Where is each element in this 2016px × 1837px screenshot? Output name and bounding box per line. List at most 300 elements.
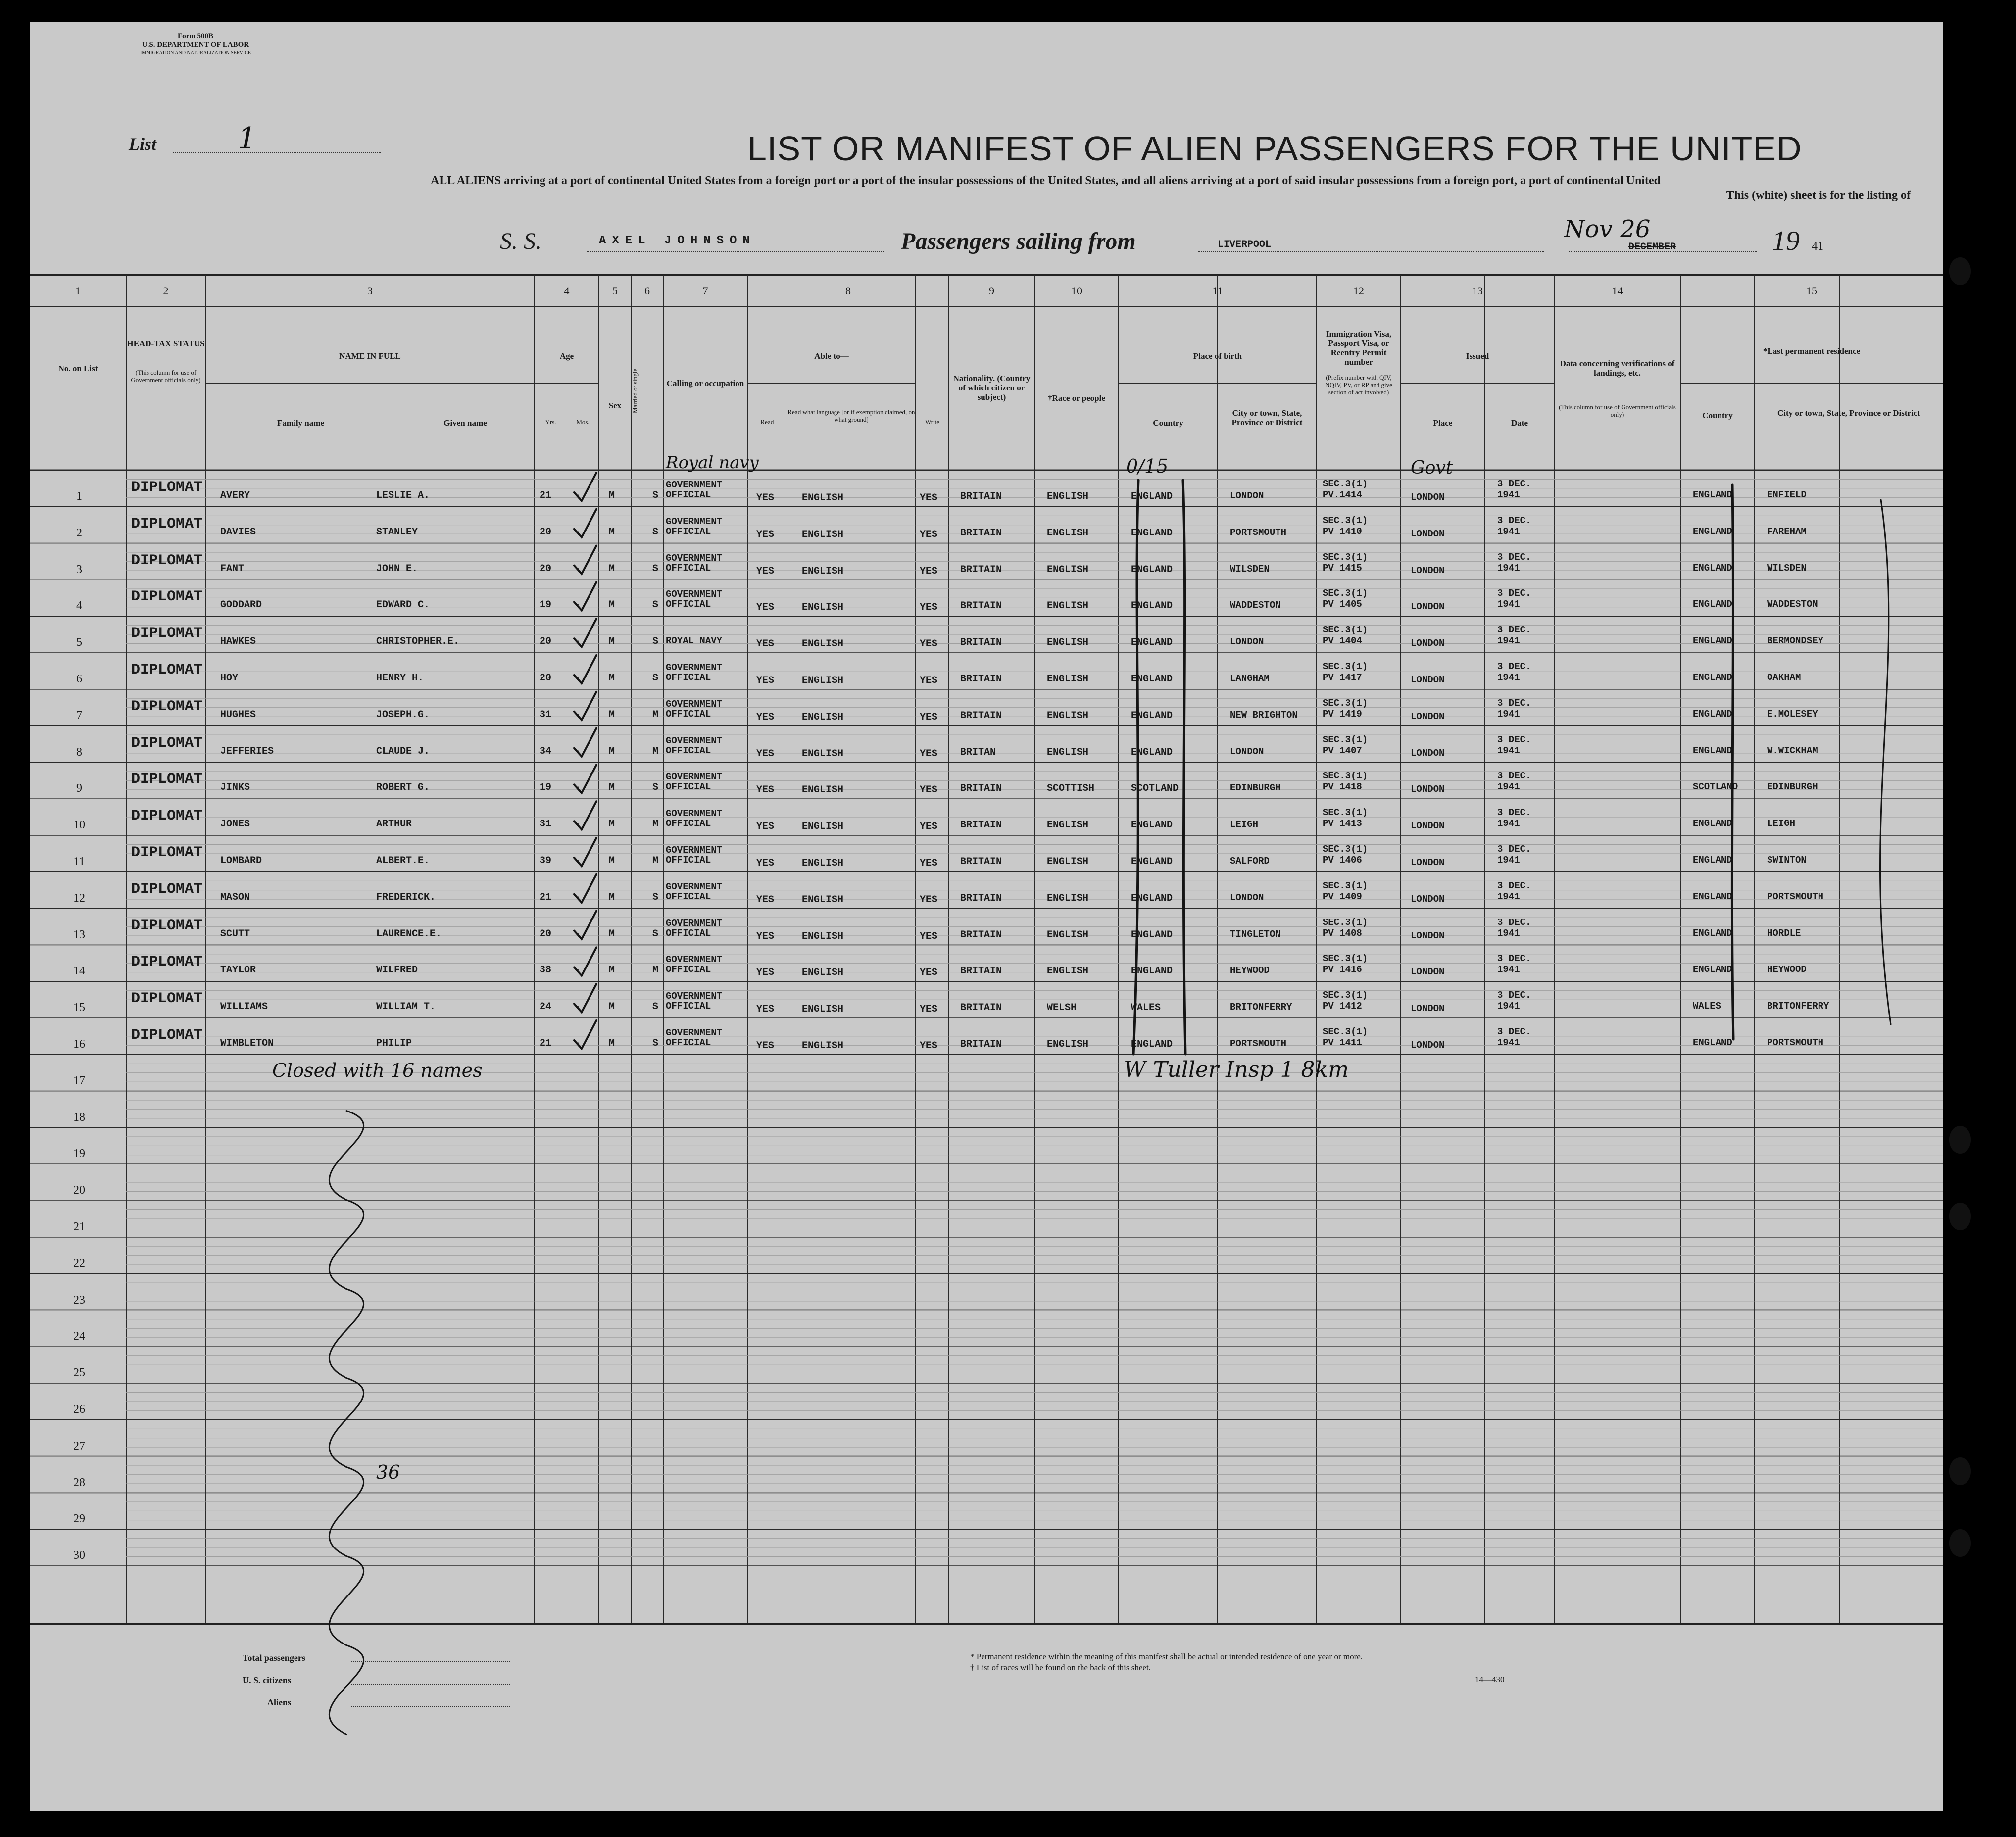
occupation: GOVERNMENT — [666, 589, 723, 600]
subtitle-line-2: This (white) sheet is for the listing of — [1726, 189, 1911, 202]
residence-city: WILSDEN — [1767, 562, 1807, 574]
family-name: WIMBLETON — [220, 1038, 274, 1049]
age-years: 34 — [540, 745, 552, 757]
read-language: ENGLISH — [802, 784, 844, 796]
row-number: 9 — [76, 782, 82, 795]
birth-city: LONDON — [1230, 636, 1264, 648]
head-tax-status: DIPLOMAT — [131, 662, 203, 678]
nationality: BRITAIN — [960, 1002, 1002, 1014]
read-language: ENGLISH — [802, 711, 844, 723]
occupation: OFFICIAL — [666, 781, 711, 793]
birth-city: BRITONFERRY — [1230, 1002, 1292, 1013]
header-age: Age — [559, 351, 574, 361]
sex: M — [609, 599, 615, 611]
header-race: †Race or people — [1048, 393, 1105, 403]
age-years: 19 — [540, 782, 552, 794]
age-years: 24 — [540, 1001, 552, 1013]
able-to-read: YES — [756, 492, 775, 504]
issued-date: 3 DEC. — [1497, 844, 1531, 855]
issued-place: LONDON — [1411, 893, 1445, 905]
occupation: GOVERNMENT — [666, 918, 723, 929]
read-language: ENGLISH — [802, 529, 844, 540]
age-months: - — [574, 782, 581, 794]
total-passengers-label: Total passengers — [243, 1653, 305, 1663]
ship-underline — [587, 251, 884, 252]
subtitle-line-1: ALL ALIENS arriving at a port of continental United States from a foreign port or a port of the insular possessions of the United States, and all aliens arriving at a port of said insular possessions from a foreign port, a port of continental United — [431, 174, 1661, 187]
given-name: JOHN E. — [376, 563, 418, 575]
issued-year: 1941 — [1497, 964, 1520, 975]
header-residence: *Last permanent residence — [1763, 346, 1861, 356]
age-months: - — [574, 819, 581, 830]
nationality: BRITAIN — [960, 710, 1002, 722]
issued-date: 3 DEC. — [1497, 1026, 1531, 1037]
year-prefix: 19 — [1772, 226, 1800, 256]
birth-country: ENGLAND — [1131, 966, 1173, 977]
issued-date: 3 DEC. — [1497, 697, 1531, 709]
visa-number: PV 1418 — [1323, 781, 1362, 793]
header-family-name: Family name — [277, 418, 324, 428]
occupation: GOVERNMENT — [666, 1027, 723, 1038]
row-number: 13 — [73, 928, 85, 941]
able-to-write: YES — [920, 784, 938, 796]
residence-country: ENGLAND — [1693, 745, 1732, 756]
column-number: 10 — [1071, 285, 1082, 297]
list-number: 1 — [238, 121, 257, 156]
family-name: DAVIES — [220, 526, 256, 538]
column-number: 15 — [1806, 285, 1817, 297]
sex: M — [609, 965, 615, 976]
issued-date: 3 DEC. — [1497, 661, 1531, 672]
occupation: GOVERNMENT — [666, 808, 723, 820]
able-to-write: YES — [920, 1004, 938, 1015]
age-months: - — [574, 673, 581, 684]
marital-status: S — [652, 891, 659, 903]
port-underline — [1198, 251, 1544, 252]
issued-year: 1941 — [1497, 1001, 1520, 1012]
able-to-write: YES — [920, 894, 938, 906]
occupation: GOVERNMENT — [666, 735, 723, 746]
given-name: FREDERICK. — [376, 891, 436, 903]
issued-place: LONDON — [1411, 857, 1445, 868]
issued-place: LONDON — [1411, 711, 1445, 722]
birth-country: WALES — [1131, 1002, 1161, 1014]
marital-status: M — [652, 745, 659, 757]
nationality: BRITAIN — [960, 600, 1002, 612]
page-title: LIST OR MANIFEST OF ALIEN PASSENGERS FOR THE UNITED — [747, 129, 1802, 168]
residence-city: SWINTON — [1767, 855, 1807, 866]
header-read-language: Read what language [or if exemption claimed, on what ground] — [787, 408, 915, 423]
visa-section: SEC.3(1) — [1323, 697, 1368, 709]
column-number: 1 — [75, 285, 81, 297]
birth-city: LONDON — [1230, 746, 1264, 757]
read-language: ENGLISH — [802, 565, 844, 577]
residence-country: ENGLAND — [1693, 891, 1732, 902]
column-number: 14 — [1612, 285, 1623, 297]
row-number: 24 — [73, 1330, 85, 1343]
visa-number: PV 1404 — [1323, 635, 1362, 647]
list-underline — [173, 152, 381, 153]
nationality: BRITAIN — [960, 783, 1002, 795]
nationality: BRITAIN — [960, 966, 1002, 977]
residence-country: ENGLAND — [1693, 562, 1732, 574]
binder-hole — [1949, 1529, 1971, 1557]
given-name: ALBERT.E. — [376, 855, 430, 867]
age-years: 21 — [540, 490, 552, 501]
able-to-write: YES — [920, 492, 938, 504]
issued-year: 1941 — [1497, 489, 1520, 500]
able-to-write: YES — [920, 748, 938, 760]
birth-city: WADDESTON — [1230, 600, 1281, 611]
occupation: GOVERNMENT — [666, 845, 723, 856]
family-name: HUGHES — [220, 709, 256, 721]
birth-city: HEYWOOD — [1230, 965, 1270, 976]
head-tax-status: DIPLOMAT — [131, 588, 203, 606]
birth-city: TINGLETON — [1230, 928, 1281, 940]
age-months: - — [574, 891, 581, 903]
list-label: List — [129, 134, 157, 154]
issued-place: LONDON — [1411, 784, 1445, 795]
column-number: 9 — [989, 285, 994, 297]
occupation: GOVERNMENT — [666, 881, 723, 892]
head-tax-status: DIPLOMAT — [131, 917, 203, 934]
age-years: 19 — [540, 599, 552, 611]
read-language: ENGLISH — [802, 858, 844, 869]
age-months: - — [574, 636, 581, 648]
occupation: OFFICIAL — [666, 927, 711, 939]
sex: M — [609, 782, 615, 794]
race: WELSH — [1047, 1002, 1077, 1014]
head-tax-status: DIPLOMAT — [131, 954, 203, 971]
family-name: WILLIAMS — [220, 1001, 268, 1013]
residence-city: WADDESTON — [1767, 599, 1818, 610]
header-calling: Calling or occupation — [666, 379, 744, 388]
visa-section: SEC.3(1) — [1323, 844, 1368, 855]
able-to-read: YES — [756, 675, 775, 686]
binder-hole — [1949, 1203, 1971, 1230]
occupation: OFFICIAL — [666, 855, 711, 866]
read-language: ENGLISH — [802, 967, 844, 979]
nationality: BRITAIN — [960, 564, 1002, 576]
row-number: 23 — [73, 1293, 85, 1306]
header-mos: Mos. — [576, 418, 590, 426]
residence-city: HEYWOOD — [1767, 964, 1807, 975]
able-to-read: YES — [756, 930, 775, 942]
marital-status: S — [652, 1038, 659, 1049]
occupation: OFFICIAL — [666, 745, 711, 756]
read-language: ENGLISH — [802, 894, 844, 906]
row-number: 4 — [76, 599, 82, 613]
ss-label: S. S. — [500, 228, 541, 254]
header-res-city: City or town, State, Province or District — [1777, 408, 1920, 418]
birth-city: WILSDEN — [1230, 563, 1270, 575]
able-to-write: YES — [920, 638, 938, 650]
column-number: 6 — [644, 285, 650, 297]
occupation: OFFICIAL — [666, 526, 711, 537]
birth-city: LEIGH — [1230, 819, 1259, 830]
row-number: 28 — [73, 1476, 85, 1489]
head-tax-status: DIPLOMAT — [131, 734, 203, 752]
birth-city: PORTSMOUTH — [1230, 1038, 1287, 1049]
marital-status: S — [652, 599, 659, 611]
visa-number: PV 1419 — [1323, 708, 1362, 720]
residence-city: E.MOLESEY — [1767, 708, 1818, 720]
visa-number: PV 1416 — [1323, 964, 1362, 975]
issued-place: LONDON — [1411, 967, 1445, 978]
issued-year: 1941 — [1497, 745, 1520, 756]
residence-city: BRITONFERRY — [1767, 1001, 1829, 1012]
sex: M — [609, 855, 615, 867]
header-name-in-full: NAME IN FULL — [339, 351, 401, 361]
able-to-read: YES — [756, 821, 775, 833]
subtitle — [431, 173, 1911, 203]
given-name: ARTHUR — [376, 819, 412, 830]
column-number: 11 — [1212, 285, 1223, 297]
age-months: - — [574, 599, 581, 611]
visa-section: SEC.3(1) — [1323, 515, 1368, 526]
issued-date: 3 DEC. — [1497, 734, 1531, 745]
row-number: 10 — [73, 819, 85, 832]
row-number: 7 — [76, 709, 82, 722]
head-tax-status: DIPLOMAT — [131, 880, 203, 898]
row-number: 11 — [73, 855, 85, 868]
issued-place: LONDON — [1411, 821, 1445, 832]
residence-country: ENGLAND — [1693, 927, 1732, 939]
row-number: 1 — [76, 490, 82, 503]
total-passengers-line — [351, 1661, 510, 1662]
header-head-tax: HEAD-TAX STATUS — [127, 339, 205, 348]
nationality: BRITAIN — [960, 1039, 1002, 1050]
residence-country: ENGLAND — [1693, 708, 1732, 720]
age-months: - — [574, 526, 581, 538]
column-number: 4 — [564, 285, 570, 297]
sex: M — [609, 563, 615, 575]
header-birth-city: City or town, State, Province or District — [1231, 408, 1303, 427]
closed-note: Closed with 16 names — [272, 1059, 483, 1081]
header-issued-place: Place — [1433, 418, 1453, 428]
nationality: BRITAIN — [960, 820, 1002, 831]
visa-number: PV 1405 — [1323, 599, 1362, 610]
occupation: OFFICIAL — [666, 599, 711, 610]
form-header — [114, 32, 277, 57]
service: IMMIGRATION AND NATURALIZATION SERVICE — [140, 50, 251, 56]
race: ENGLISH — [1047, 820, 1089, 831]
footnote-residence: * Permanent residence within the meaning of this manifest shall be actual or intended residence of one year or more. — [970, 1652, 1363, 1661]
family-name: LOMBARD — [220, 855, 262, 867]
visa-section: SEC.3(1) — [1323, 880, 1368, 891]
marital-status: S — [652, 563, 659, 575]
sex: M — [609, 490, 615, 501]
residence-city: ENFIELD — [1767, 489, 1807, 500]
able-to-read: YES — [756, 711, 775, 723]
able-to-write: YES — [920, 565, 938, 577]
able-to-read: YES — [756, 1040, 775, 1052]
row-number: 6 — [76, 673, 82, 685]
occupation: OFFICIAL — [666, 818, 711, 829]
occupation: GOVERNMENT — [666, 516, 723, 527]
row-number: 2 — [76, 526, 82, 539]
birth-city: LANGHAM — [1230, 673, 1270, 684]
occupation: OFFICIAL — [666, 672, 711, 683]
head-tax-status: DIPLOMAT — [131, 990, 203, 1008]
family-name: GODDARD — [220, 599, 262, 611]
issued-year: 1941 — [1497, 781, 1520, 793]
issued-year: 1941 — [1497, 526, 1520, 537]
race: ENGLISH — [1047, 856, 1089, 868]
age-months: - — [574, 855, 581, 867]
family-name: JEFFERIES — [220, 745, 274, 757]
occupation: GOVERNMENT — [666, 480, 723, 490]
header-birth-country: Country — [1153, 418, 1183, 428]
residence-country: WALES — [1693, 1001, 1721, 1012]
occupation: GOVERNMENT — [666, 991, 723, 1002]
issued-place: LONDON — [1411, 638, 1445, 649]
able-to-read: YES — [756, 565, 775, 577]
visa-number: PV 1406 — [1323, 855, 1362, 866]
row-number: 22 — [73, 1257, 85, 1270]
read-language: ENGLISH — [802, 1004, 844, 1015]
birth-note: 0/15 — [1126, 455, 1169, 477]
head-tax-status: DIPLOMAT — [131, 552, 203, 569]
visa-section: SEC.3(1) — [1323, 661, 1368, 672]
birth-country: ENGLAND — [1131, 710, 1173, 722]
issued-year: 1941 — [1497, 1037, 1520, 1048]
able-to-write: YES — [920, 930, 938, 942]
race: ENGLISH — [1047, 710, 1089, 722]
us-citizens-label: U. S. citizens — [243, 1675, 291, 1685]
sex: M — [609, 526, 615, 538]
sex: M — [609, 819, 615, 830]
visa-number: PV 1408 — [1323, 927, 1362, 939]
issued-year: 1941 — [1497, 599, 1520, 610]
visa-section: SEC.3(1) — [1323, 551, 1368, 563]
birth-city: LONDON — [1230, 892, 1264, 903]
able-to-read: YES — [756, 858, 775, 869]
residence-city: EDINBURGH — [1767, 781, 1818, 793]
form-code: 14—430 — [1475, 1675, 1505, 1684]
marital-status: S — [652, 490, 659, 501]
able-to-write: YES — [920, 602, 938, 614]
visa-section: SEC.3(1) — [1323, 734, 1368, 745]
residence-country: ENGLAND — [1693, 526, 1732, 537]
occupation: GOVERNMENT — [666, 698, 723, 710]
race: ENGLISH — [1047, 892, 1089, 904]
able-to-write: YES — [920, 529, 938, 540]
row-number: 8 — [76, 745, 82, 759]
read-language: ENGLISH — [802, 1040, 844, 1052]
issued-date: 3 DEC. — [1497, 588, 1531, 599]
issued-place: LONDON — [1411, 492, 1445, 503]
sex: M — [609, 709, 615, 721]
sailing-date-handwritten: Nov 26 — [1564, 215, 1651, 243]
residence-country: ENGLAND — [1693, 855, 1732, 866]
read-language: ENGLISH — [802, 638, 844, 650]
age-months: - — [574, 709, 581, 721]
issued-date: 3 DEC. — [1497, 625, 1531, 636]
family-name: HAWKES — [220, 636, 256, 648]
birth-city: PORTSMOUTH — [1230, 527, 1287, 538]
header-yrs: Yrs. — [545, 418, 556, 426]
header-place-of-birth: Place of birth — [1193, 351, 1242, 361]
able-to-read: YES — [756, 784, 775, 796]
port-of-departure: LIVERPOOL — [1218, 239, 1272, 250]
aliens-line — [351, 1706, 510, 1707]
row-number: 3 — [76, 563, 82, 576]
residence-country: ENGLAND — [1693, 818, 1732, 829]
age-years: 20 — [540, 928, 552, 940]
occupation: OFFICIAL — [666, 1001, 711, 1012]
residence-city: PORTSMOUTH — [1767, 891, 1824, 902]
form-number: Form 500B — [177, 32, 214, 40]
issued-date: 3 DEC. — [1497, 515, 1531, 526]
head-tax-status: DIPLOMAT — [131, 808, 203, 825]
header-visa: Immigration Visa, Passport Visa, or Reentry Permit number — [1326, 329, 1392, 367]
birth-country: ENGLAND — [1131, 1039, 1173, 1050]
race: ENGLISH — [1047, 674, 1089, 685]
header-head-tax-note: (This column for use of Government officials only) — [131, 369, 201, 384]
year-suffix: 41 — [1812, 240, 1823, 253]
issued-year: 1941 — [1497, 562, 1520, 574]
residence-city: BERMONDSEY — [1767, 635, 1824, 647]
issued-place: LONDON — [1411, 675, 1445, 685]
birth-country: ENGLAND — [1131, 637, 1173, 649]
row-number: 12 — [73, 891, 85, 905]
visa-section: SEC.3(1) — [1323, 588, 1368, 599]
header-married: Married or single — [631, 368, 639, 414]
row-number: 20 — [73, 1184, 85, 1197]
issued-place: LONDON — [1411, 930, 1445, 941]
occupation: GOVERNMENT — [666, 662, 723, 673]
able-to-read: YES — [756, 529, 775, 540]
header-given-name: Given name — [443, 418, 487, 428]
issued-date: 3 DEC. — [1497, 551, 1531, 563]
able-to-write: YES — [920, 967, 938, 979]
sex: M — [609, 673, 615, 684]
read-language: ENGLISH — [802, 675, 844, 686]
header-nationality: Nationality. (Country of which citizen or subject) — [953, 374, 1031, 402]
nationality: BRITAIN — [960, 527, 1002, 539]
visa-number: PV 1415 — [1323, 562, 1362, 574]
birth-city: LONDON — [1230, 490, 1264, 501]
race: ENGLISH — [1047, 600, 1089, 612]
sex: M — [609, 636, 615, 648]
binder-hole — [1949, 1457, 1971, 1485]
age-years: 31 — [540, 709, 552, 721]
occupation: GOVERNMENT — [666, 772, 723, 783]
given-name: LAURENCE.E. — [376, 928, 442, 940]
header-no-on-list: No. on List — [58, 364, 98, 373]
sex: M — [609, 928, 615, 940]
row-number: 27 — [73, 1439, 85, 1452]
nationality: BRITAIN — [960, 674, 1002, 685]
visa-number: PV 1412 — [1323, 1001, 1362, 1012]
age-months: - — [574, 745, 581, 757]
able-to-read: YES — [756, 967, 775, 979]
column-number: 2 — [163, 285, 169, 297]
us-citizens-line — [351, 1684, 510, 1685]
issued-year: 1941 — [1497, 855, 1520, 866]
age-years: 20 — [540, 563, 552, 575]
column-number: 8 — [845, 285, 851, 297]
nationality: BRITAIN — [960, 491, 1002, 502]
race: ENGLISH — [1047, 746, 1089, 758]
issued-place: LONDON — [1411, 1040, 1445, 1051]
occupation: OFFICIAL — [666, 1037, 711, 1048]
able-to-read: YES — [756, 894, 775, 906]
family-name: JONES — [220, 819, 250, 830]
visa-number: PV 1413 — [1323, 818, 1362, 829]
birth-country: ENGLAND — [1131, 674, 1173, 685]
age-years: 20 — [540, 636, 552, 648]
